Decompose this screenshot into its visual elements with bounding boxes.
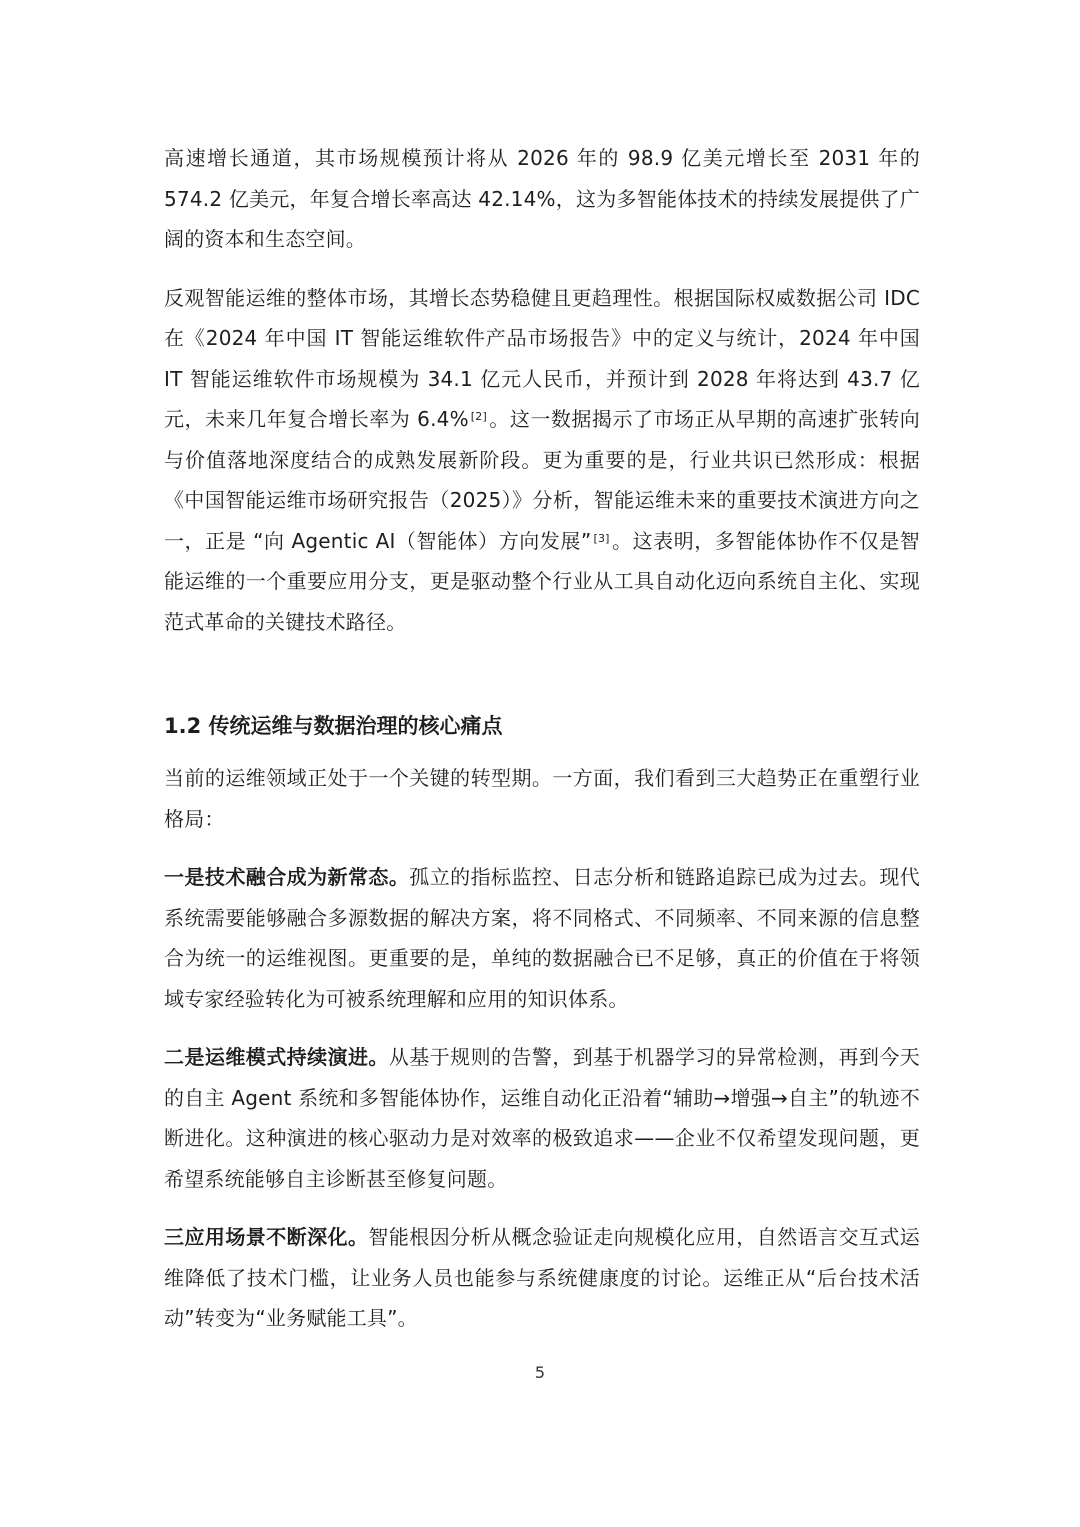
citation-2[interactable]: [2] <box>470 410 487 423</box>
paragraph-trend-2 <box>164 1037 920 1199</box>
paragraph-intro: 当前的运维领域正处于一个关键的转型期。一方面，我们看到三大趋势正在重塑行业格局： <box>164 766 920 831</box>
paragraph-trend-3 <box>164 1217 920 1339</box>
trend-lead: 三应用场景不断深化。 <box>164 1225 369 1249</box>
paragraph-market-growth: 高速增长通道，其市场规模预计将从 2026 年的 98.9 亿美元增长至 2031 年的 574.2 亿美元，年复合增长率高达 42.14%，这为多智能体技术的持续发展提供了广阔的资本和生态空间。 <box>164 146 920 251</box>
paragraph-aiops-market <box>164 278 920 643</box>
paragraph-text: 。这一数据揭示了市场正从早期的高速扩张转向与价值落地深度结合的成熟发展新阶段。更为重要的是，行业共识已然形成：根据《中国智能运维市场研究报告（2025）》分析，智能运维未来的重要技术演进方向之一，正是 “向 Agentic AI（智能体）方向发展” <box>164 407 920 553</box>
trend-lead: 二是运维模式持续演进。 <box>164 1045 389 1069</box>
trend-text: 从基于规则的告警，到基于机器学习的异常检测，再到今天的自主 Agent 系统和多智能体协作，运维自动化正沿着“辅助→增强→自主”的轨迹不断进化。这种演进的核心驱动力是对效率的极致追求——企业不仅希望发现问题，更希望系统能够自主诊断甚至修复问题。 <box>164 1045 920 1191</box>
paragraph-trend-1 <box>164 857 920 1019</box>
paragraph-text: 反观智能运维的整体市场，其增长态势稳健且更趋理性。根据国际权威数据公司 IDC 在《2024 年中国 IT 智能运维软件产品市场报告》中的定义与统计，2024 年中国 IT 智能运维软件市场规模为 34.1 亿元人民币，并预计到 2028 年将达到 43.7 亿元，未来几年复合增长率为 6.4% <box>164 285 920 431</box>
trend-lead: 一是技术融合成为新常态。 <box>164 865 410 889</box>
section-heading: 1.2 传统运维与数据治理的核心痛点 <box>164 714 503 738</box>
body-text <box>164 138 920 1357</box>
page-number: 5 <box>534 1363 546 1382</box>
trend-text: 孤立的指标监控、日志分析和链路追踪已成为过去。现代系统需要能够融合多源数据的解决方案，将不同格式、不同频率、不同来源的信息整合为统一的运维视图。更重要的是，单纯的数据融合已不足够，真正的价值在于将领域专家经验转化为可被系统理解和应用的知识体系。 <box>164 865 920 1011</box>
citation-3[interactable]: [3] <box>593 531 610 545</box>
paragraph-text: 。这表明，多智能体协作不仅是智能运维的一个重要应用分支，更是驱动整个行业从工具自动化迈向系统自主化、实现范式革命的关键技术路径。 <box>164 528 921 634</box>
trend-text: 智能根因分析从概念验证走向规模化应用，自然语言交互式运维降低了技术门槛，让业务人员也能参与系统健康度的讨论。运维正从“后台技术活动”转变为“业务赋能工具”。 <box>164 1225 920 1330</box>
